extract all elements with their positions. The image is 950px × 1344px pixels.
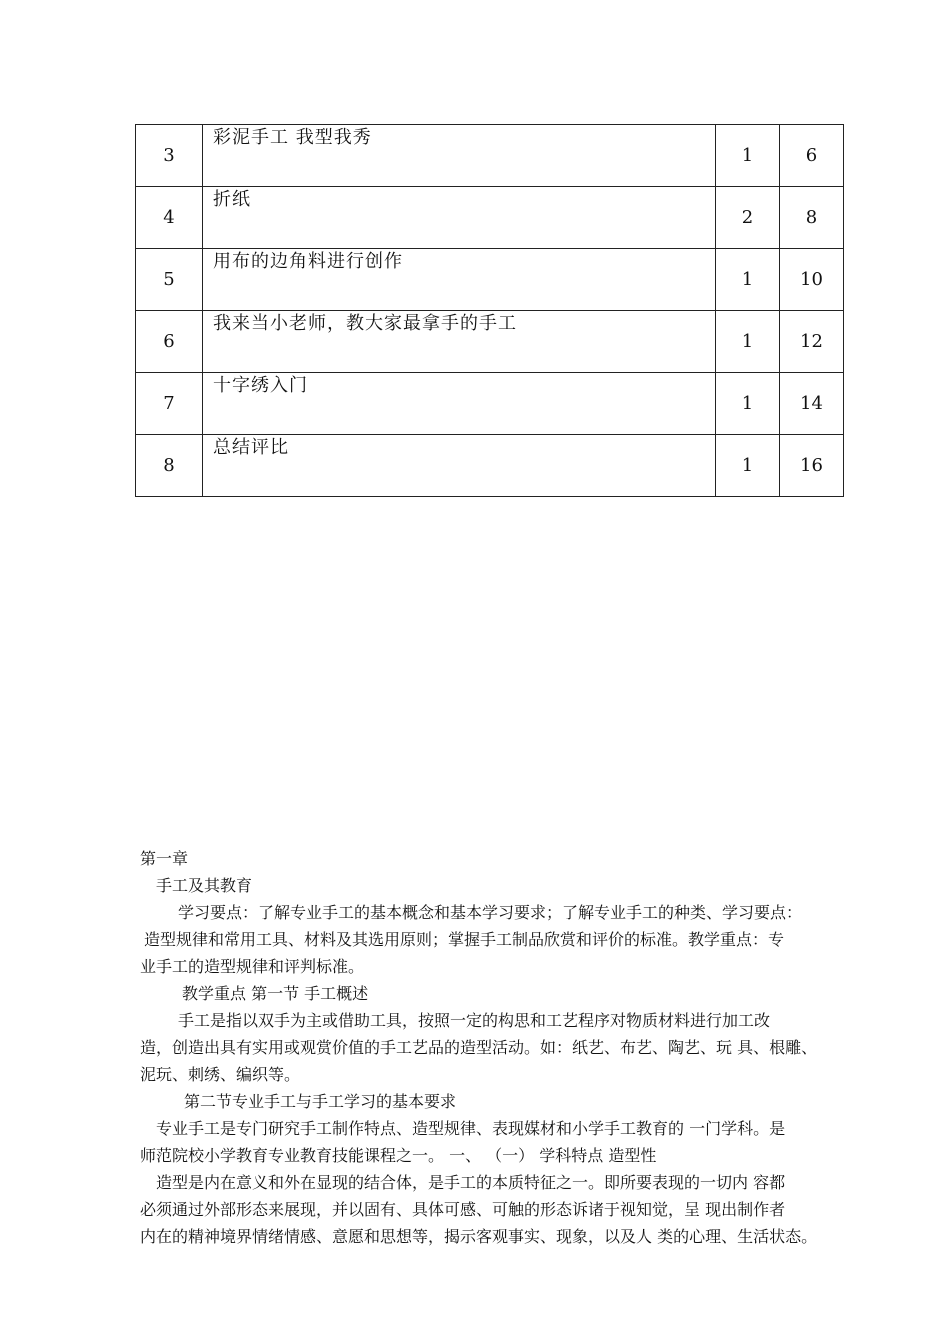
row-hours: 1: [716, 125, 780, 187]
table-row: [136, 311, 844, 373]
table-row: [136, 249, 844, 311]
row-hours: 1: [716, 435, 780, 497]
paragraph-line: 造型是内在意义和外在显现的结合体，是手工的本质特征之一。即所要表现的一切内 容都: [156, 1173, 786, 1192]
paragraph-line: 师范院校小学教育专业教育技能课程之一。 一、 （一） 学科特点 造型性: [140, 1146, 657, 1165]
row-title: 彩泥手工 我型我秀: [203, 125, 716, 187]
paragraph-line: 学习要点：了解专业手工的基本概念和基本学习要求；了解专业手工的种类、学习要点：: [178, 903, 803, 922]
paragraph-line: 内在的精神境界情绪情感、意愿和思想等，揭示客观事实、现象，以及人 类的心理、生活状态。: [140, 1227, 818, 1246]
row-number: 5: [136, 249, 203, 311]
row-hours: 2: [716, 187, 780, 249]
table-row: [136, 125, 844, 187]
row-number: 8: [136, 435, 203, 497]
row-week: 10: [780, 249, 844, 311]
chapter-label: 第一章: [140, 849, 189, 868]
table-row: [136, 435, 844, 497]
row-week: 16: [780, 435, 844, 497]
row-number: 7: [136, 373, 203, 435]
row-title: 我来当小老师，教大家最拿手的手工: [203, 311, 716, 373]
section-heading: 第二节专业手工与手工学习的基本要求: [184, 1092, 457, 1111]
paragraph-line: 必须通过外部形态来展现，并以固有、具体可感、可触的形态诉诸于视知觉，呈 现出制作者: [140, 1200, 786, 1219]
table-row: [136, 373, 844, 435]
paragraph-line: 造型规律和常用工具、材料及其选用原则；掌握手工制品欣赏和评价的标准。教学重点：专: [144, 930, 785, 949]
chapter-title: 手工及其教育: [156, 876, 253, 895]
row-hours: 1: [716, 311, 780, 373]
row-title: 用布的边角料进行创作: [203, 249, 716, 311]
row-week: 6: [780, 125, 844, 187]
row-title: 总结评比: [203, 435, 716, 497]
row-number: 4: [136, 187, 203, 249]
paragraph-line: 专业手工是专门研究手工制作特点、造型规律、表现媒材和小学手工教育的 一门学科。是: [156, 1119, 786, 1138]
row-hours: 1: [716, 373, 780, 435]
row-number: 3: [136, 125, 203, 187]
row-week: 8: [780, 187, 844, 249]
row-week: 14: [780, 373, 844, 435]
course-schedule-table: [135, 124, 844, 497]
row-title: 折纸: [203, 187, 716, 249]
row-title: 十字绣入门: [203, 373, 716, 435]
paragraph-line: 业手工的造型规律和评判标准。: [140, 957, 365, 976]
row-number: 6: [136, 311, 203, 373]
row-week: 12: [780, 311, 844, 373]
table-row: [136, 187, 844, 249]
section-heading: 教学重点 第一节 手工概述: [182, 984, 369, 1003]
paragraph-line: 造，创造出具有实用或观赏价值的手工艺品的造型活动。如：纸艺、布艺、陶艺、玩 具、根雕、: [140, 1038, 818, 1057]
paragraph-line: 泥玩、刺绣、编织等。: [140, 1065, 301, 1084]
row-hours: 1: [716, 249, 780, 311]
paragraph-line: 手工是指以双手为主或借助工具，按照一定的构思和工艺程序对物质材料进行加工改: [178, 1011, 771, 1030]
chapter-body: [140, 845, 830, 1250]
